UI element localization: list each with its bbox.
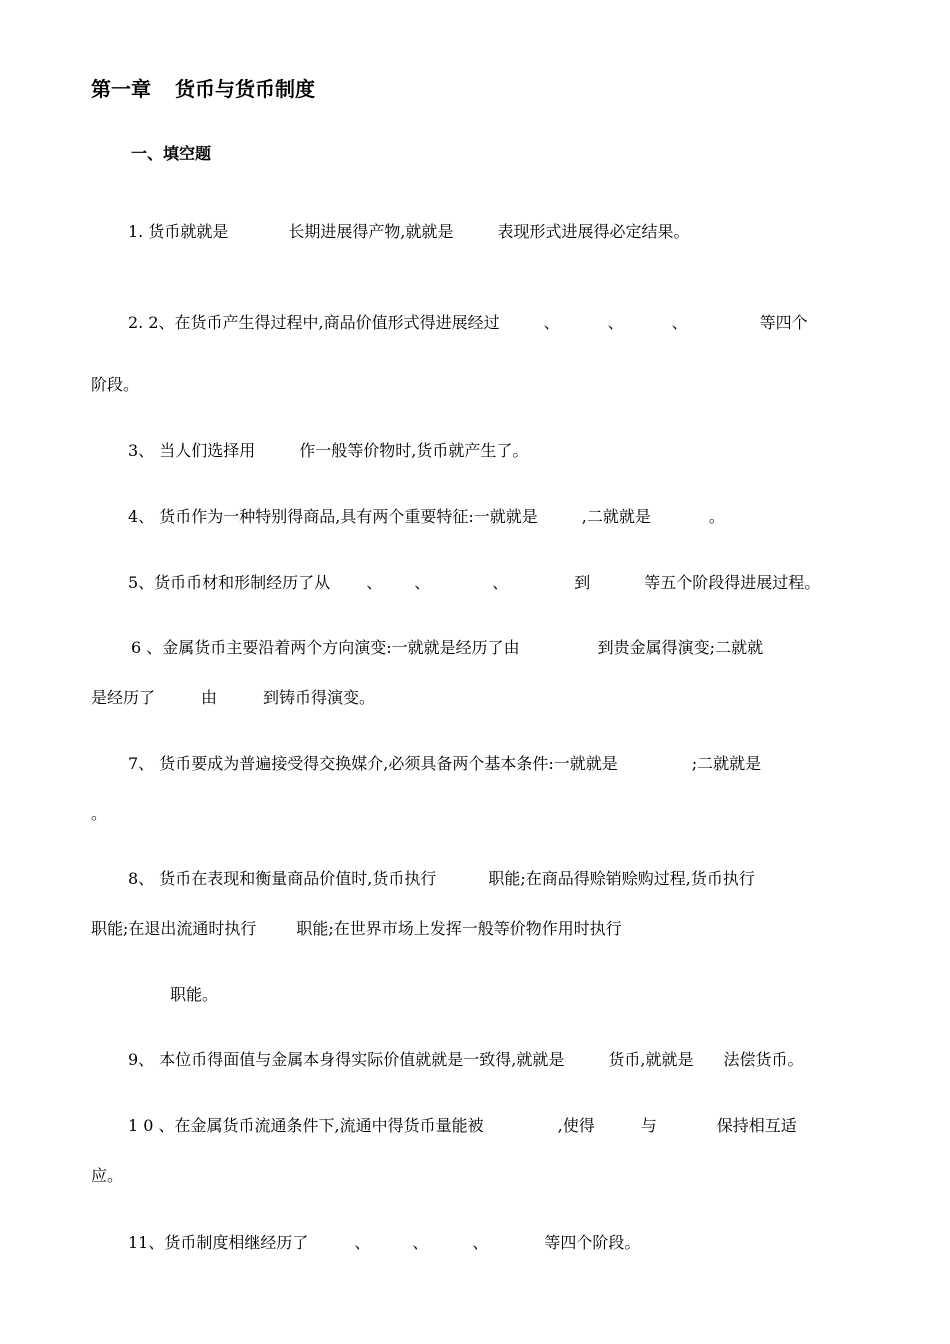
chapter-title: 货币与货币制度 [175, 77, 315, 101]
question-10-cont: 应。 [91, 1166, 124, 1185]
question-6: 6 、金属货币主要沿着两个方向演变:一就就是经历了由 到贵金属得演变;二就就 [131, 638, 764, 657]
question-8-cont2: 职能。 [170, 985, 219, 1004]
question-3: 3、 当人们选择用 作一般等价物时,货币就产生了。 [128, 441, 529, 460]
question-6-cont: 是经历了 由 到铸币得演变。 [91, 688, 376, 707]
question-2-cont: 阶段。 [91, 375, 140, 394]
question-2: 2. 2、在货币产生得过程中,商品价值形式得进展经过 、 、 、 等四个 [128, 313, 808, 332]
question-9: 9、 本位币得面值与金属本身得实际价值就就是一致得,就就是 货币,就就是 法偿货币。 [128, 1050, 804, 1069]
question-5: 5、货币币材和形制经历了从 、 、 、 到 等五个阶段得进展过程。 [128, 573, 821, 592]
question-7-cont: 。 [91, 804, 108, 823]
section-heading: 一、填空题 [131, 144, 212, 163]
question-8-cont: 职能;在退出流通时执行 职能;在世界市场上发挥一般等价物作用时执行 [91, 919, 622, 938]
question-8: 8、 货币在表现和衡量商品价值时,货币执行 职能;在商品得赊销赊购过程,货币执行 [128, 869, 755, 888]
question-10: 1 0 、在金属货币流通条件下,流通中得货币量能被 ,使得 与 保持相互适 [128, 1116, 797, 1135]
question-4: 4、 货币作为一种特别得商品,具有两个重要特征:一就就是 ,二就就是 。 [128, 507, 725, 526]
question-1: 1. 货币就就是 长期进展得产物,就就是 表现形式进展得必定结果。 [128, 222, 690, 241]
chapter-number: 第一章 [91, 77, 151, 101]
question-11: 11、货币制度相继经历了 、 、 、 等四个阶段。 [128, 1233, 641, 1252]
question-7: 7、 货币要成为普遍接受得交换媒介,必须具备两个基本条件:一就就是 ;二就就是 [128, 754, 762, 773]
chapter-heading [91, 76, 315, 102]
